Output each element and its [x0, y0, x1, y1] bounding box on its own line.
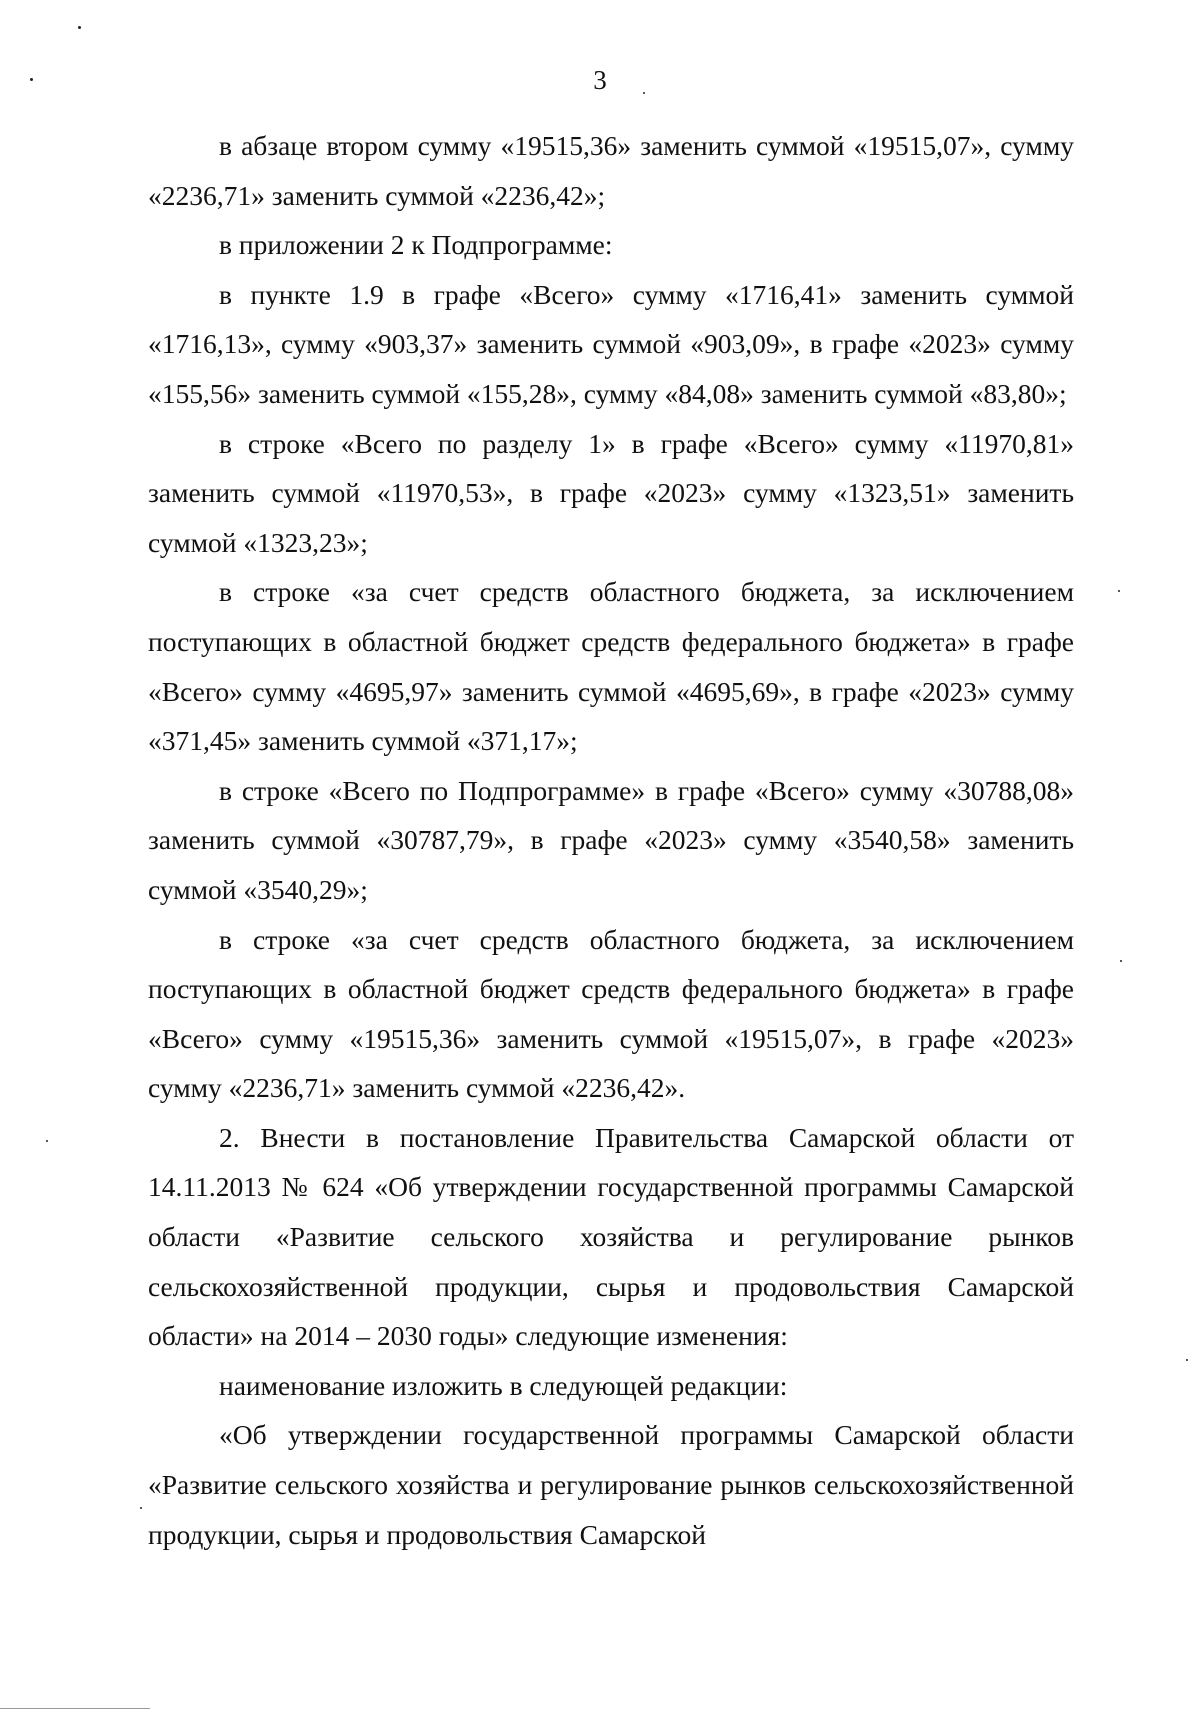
paragraph-10: «Об утверждении государственной программы Самарской области «Развитие сельского хозяйства и регулирование рынков сельскохозяйственной продукции, сырья и продовольствия Самарской	[148, 1419, 1074, 1550]
paragraph-4: в строке «Всего по разделу 1» в графе «Всего» сумму «11970,81» заменить суммой «11970,53», в графе «2023» сумму «1323,51» заменить суммой «1323,23»;	[148, 427, 1074, 558]
scan-speck	[1118, 590, 1120, 592]
paragraph-7: в строке «за счет средств областного бюджета, за исключением поступающих в областной бюджет средств федерального бюджета» в графе «Всего» сумму «19515,36» заменить суммой «19515,07», в графе «2023» сумму «2236,71» заменить суммой «2236,42».	[148, 923, 1074, 1104]
paragraph-2: в приложении 2 к Подпрограмме:	[219, 229, 613, 261]
paragraph-8: 2. Внести в постановление Правительства Самарской области от 14.11.2013 № 624 «Об утверждении государственной программы Самарской области «Развитие сельского хозяйства и регулирование рынков сельскохозяйственной продукции, сырья и продовольствия Самарской области» на 2014 – 2030 годы» следующие изменения:	[148, 1121, 1074, 1352]
document-body	[148, 121, 1074, 1559]
scan-edge-line	[0, 1708, 150, 1709]
paragraph-5: в строке «за счет средств областного бюджета, за исключением поступающих в областной бюджет средств федерального бюджета» в графе «Всего» сумму «4695,97» заменить суммой «4695,69», в графе «2023» сумму «371,45» заменить суммой «371,17»;	[148, 576, 1074, 757]
paragraph-6: в строке «Всего по Подпрограмме» в графе «Всего» сумму «30788,08» заменить суммой «30787,79», в графе «2023» сумму «3540,58» заменить суммой «3540,29»;	[148, 774, 1074, 905]
paragraph-1: в абзаце втором сумму «19515,36» заменить суммой «19515,07», сумму «2236,71» заменить суммой «2236,42»;	[148, 130, 1074, 211]
scan-speck	[78, 26, 81, 29]
scan-speck	[30, 78, 33, 81]
scan-speck	[1120, 960, 1122, 962]
paragraph-9: наименование изложить в следующей редакции:	[219, 1369, 788, 1401]
page-number: 3	[593, 65, 607, 95]
scan-speck	[46, 1140, 48, 1142]
scan-speck	[140, 1507, 142, 1509]
scan-speck	[1186, 1359, 1188, 1361]
scan-speck	[643, 92, 645, 94]
paragraph-3: в пункте 1.9 в графе «Всего» сумму «1716,41» заменить суммой «1716,13», сумму «903,37» заменить суммой «903,09», в графе «2023» сумму «155,56» заменить суммой «155,28», сумму «84,08» заменить суммой «83,80»;	[148, 278, 1074, 409]
